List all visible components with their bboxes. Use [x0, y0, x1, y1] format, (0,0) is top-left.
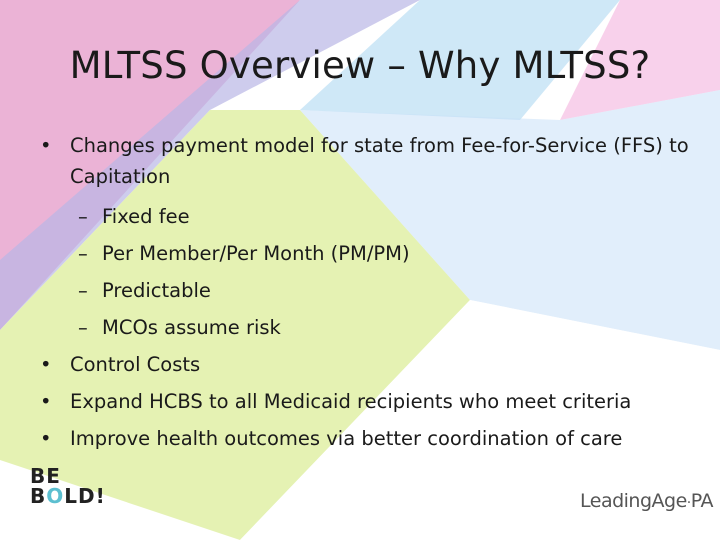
- sub-bullet-item: – Per Member/Per Month (PM/PM): [36, 235, 706, 272]
- slide-title: MLTSS Overview – Why MLTSS?: [69, 44, 651, 87]
- bullet-list: [36, 130, 706, 457]
- bullet-item: • Control Costs: [36, 346, 706, 383]
- be-bold-logo: [30, 466, 106, 506]
- logo-line-1: BE: [30, 464, 61, 488]
- logo-suffix-text: PA: [690, 490, 713, 512]
- logo-main-text: LeadingAge: [580, 490, 687, 512]
- bullet-item: • Expand HCBS to all Medicaid recipients who meet criteria: [36, 383, 706, 420]
- bullet-item: • Changes payment model for state from Fee-for-Service (FFS) to Capitation: [36, 130, 706, 192]
- sub-bullet-item: – MCOs assume risk: [36, 309, 706, 346]
- sub-bullet-item: – Fixed fee: [36, 198, 706, 235]
- logo-line-2: BOLD!: [30, 484, 106, 508]
- sub-bullet-item: – Predictable: [36, 272, 706, 309]
- bullet-item: • Improve health outcomes via better coordination of care: [36, 420, 706, 457]
- leadingage-pa-logo: LeadingAge·PA: [580, 490, 713, 512]
